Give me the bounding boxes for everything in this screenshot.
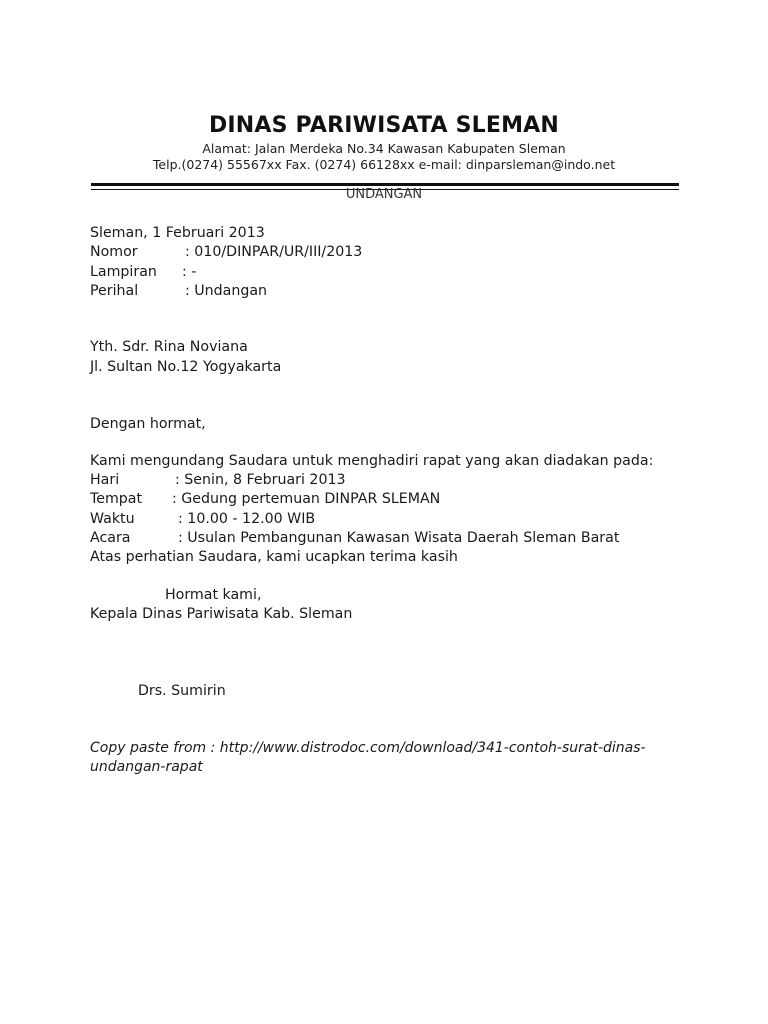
signatory-name: Drs. Sumirin — [138, 683, 226, 699]
recipient-address: Jl. Sultan No.12 Yogyakarta — [90, 359, 282, 375]
waktu-value: : 10.00 - 12.00 WIB — [178, 511, 316, 527]
source-note: Copy paste from : http://www.distrodoc.com/download/341-contoh-surat-dinas-undangan-rapat — [90, 740, 646, 775]
intro-text: Kami mengundang Saudara untuk menghadiri rapat yang akan diadakan pada: — [90, 453, 654, 469]
tempat-label: Tempat — [90, 491, 143, 507]
acara-label: Acara — [90, 530, 131, 546]
signatory-name-line — [90, 683, 690, 701]
recipient-address-line — [90, 359, 690, 377]
hari-label: Hari — [90, 472, 120, 488]
date-place: Sleman, 1 Februari 2013 — [90, 225, 265, 241]
hari-value: : Senin, 8 Februari 2013 — [175, 472, 346, 488]
lampiran-label: Lampiran — [90, 264, 157, 280]
tempat-value: : Gedung pertemuan DINPAR SLEMAN — [172, 491, 441, 507]
position-line — [90, 606, 690, 624]
intro-line — [90, 453, 690, 471]
header-rule-thick — [91, 183, 679, 186]
perihal-label: Perihal — [90, 283, 139, 299]
waktu-line — [90, 511, 690, 529]
signatory-position: Kepala Dinas Pariwisata Kab. Sleman — [90, 606, 353, 622]
closing-line — [90, 549, 690, 567]
letterhead-title: DINAS PARIWISATA SLEMAN — [208, 113, 560, 138]
salutation-line — [90, 587, 690, 605]
lampiran-value: : - — [182, 264, 197, 280]
perihal-line — [90, 283, 690, 301]
tempat-line — [90, 491, 690, 509]
nomor-line — [90, 244, 690, 262]
perihal-value: : Undangan — [185, 283, 268, 299]
letterhead-contact: Telp.(0274) 55567xx Fax. (0274) 66128xx e-mail: dinparsleman@indo.net — [152, 157, 616, 172]
nomor-value: : 010/DINPAR/UR/III/2013 — [185, 244, 363, 260]
letterhead-address: Alamat: Jalan Merdeka No.34 Kawasan Kabupaten Sleman — [202, 141, 566, 156]
acara-line — [90, 530, 690, 548]
acara-value: : Usulan Pembangunan Kawasan Wisata Daerah Sleman Barat — [178, 530, 620, 546]
closing-text: Atas perhatian Saudara, kami ucapkan terima kasih — [90, 549, 458, 565]
greeting: Dengan hormat, — [90, 416, 206, 432]
recipient-name: Yth. Sdr. Rina Noviana — [90, 339, 248, 355]
lampiran-line — [90, 264, 690, 282]
date-line — [90, 225, 690, 243]
hari-line — [90, 472, 690, 490]
document-heading: UNDANGAN — [345, 187, 423, 202]
recipient-name-line — [90, 339, 690, 357]
waktu-label: Waktu — [90, 511, 135, 527]
greeting-line — [90, 416, 690, 434]
salutation: Hormat kami, — [165, 587, 262, 603]
nomor-label: Nomor — [90, 244, 138, 260]
